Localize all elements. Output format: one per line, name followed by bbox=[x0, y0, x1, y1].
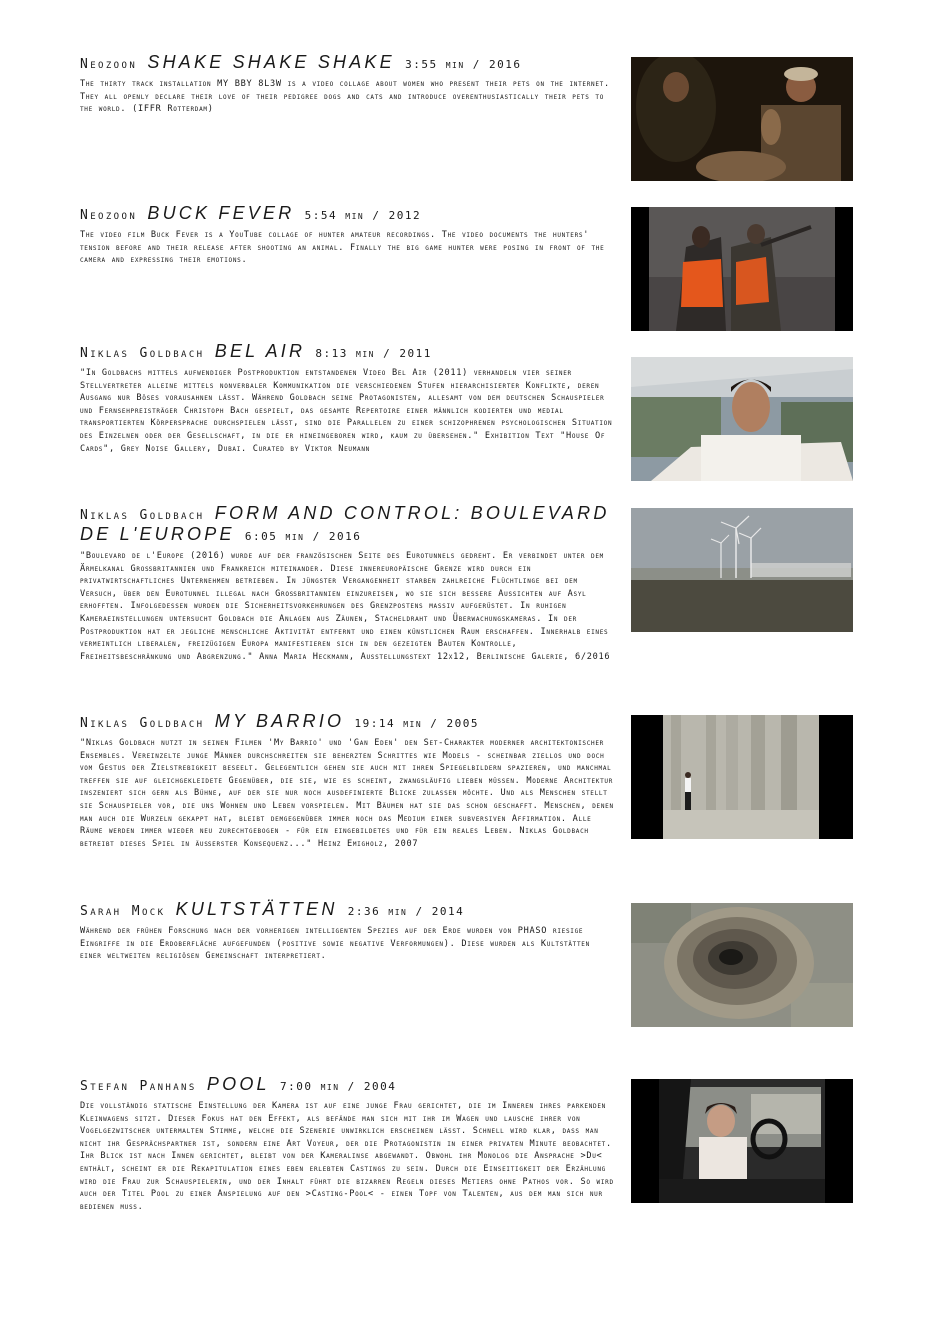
entry-kultstaetten bbox=[80, 900, 615, 963]
work-description: "Boulevard de l'Europe (2016) wurde auf der französischen Seite des Eurotunnels gedreht. Er verbindet unter dem Ärmelkanal Großbritannien und Frankreich miteinander. Diese innereuropäische Grenze wird durch ein privatwirtschaftliches Unternehmen betrieben. In jüngster Vergangenheit starben zahlreiche Flüchtlinge bei dem Versuch, über den Eurotunnel illegal nach Großbritannien einzureisen, wo sie sich bessere Aussichten auf Asyl erhofften. Infolgedessen wurden die Sicherheitsvorkehrungen des Grenzpostens massiv aufgerüstet. In ruhigen Kameraeinstellungen untersucht Goldbach die Anlagen aus Zäunen, Stacheldraht und Überwachungskameras. In der Postproduktion hat er jegliche menschliche Aktivität entfernt und einen künstlichen Raum erschaffen. Innerhalb eines vermeintlich liberalen, freizügigen Europa manifestieren sich in den gezeigten Bauten Kontrolle, Freiheitsbeschränkung und Abgrenzung." Anna Maria Heckmann, Ausstellungstext 12x12, Berlinische Galerie, 6/2016 bbox=[80, 551, 611, 662]
video-still-bel-air bbox=[631, 357, 853, 481]
work-description: The video film Buck Fever is a YouTube collage of hunter amateur recordings. The video documents the hunters' tension before and their release after shooting an animal. Finally the big game hunter were posing in front of the camera and expressing their emotions. bbox=[80, 230, 605, 266]
work-title: SHAKE SHAKE SHAKE bbox=[147, 52, 395, 72]
work-description: The thirty track installation MY BBY 8L3W is a video collage about women who present their pets on the internet. They all openly declare their love of their pedigree dogs and cats and introduce overenthusiastically their pets to the world. (IFFR Rotterdam) bbox=[80, 79, 610, 115]
entry-heading bbox=[80, 504, 615, 546]
video-still-buck-fever bbox=[631, 207, 853, 331]
artist-name: Sarah Mock bbox=[80, 904, 166, 919]
work-title: FORM AND CONTROL: BOULEVARD DE L'EUROPE bbox=[80, 503, 610, 544]
video-still-boulevard-de-leurope bbox=[631, 508, 853, 632]
entry-heading bbox=[80, 1075, 615, 1096]
entry-pool bbox=[80, 1075, 615, 1213]
artist-name: Niklas Goldbach bbox=[80, 716, 205, 731]
artist-name: Stefan Panhans bbox=[80, 1079, 197, 1094]
artist-name: Neozoon bbox=[80, 208, 138, 223]
work-title: POOL bbox=[206, 1074, 270, 1094]
work-title: BEL AIR bbox=[214, 341, 306, 361]
work-description: "In Goldbachs mittels aufwendiger Postproduktion entstandenen Video Bel Air (2011) verhandeln vier seiner Stellvertreter alleine mittels nonverbaler Kommunikation die verschiedenen Stufen hierarchisierter Konflikte, deren Ausgang nur Böses vorausahnen lässt. Während Goldbach seine Protagonisten, allesamt von dem deutschen Schauspieler und Fernsehpreisträger Christoph Bach gespielt, das gesamte Repertoire einer männlich kodierten und medial transportierten Körpersprache durchspielen lässt, sind die Parallelen zu einer schizophrenen psychologischen Situation des Einzelnen oder der Gesellschaft, in die er hineingeboren wird, kaum zu übersehen." Exhibition Text "House Of Cards", Grey Noise Gallery, Dubai. Curated by Viktor Neumann bbox=[80, 368, 613, 454]
entry-bel-air bbox=[80, 342, 615, 455]
video-still-my-barrio bbox=[631, 715, 853, 839]
entry-heading bbox=[80, 712, 615, 733]
entry-buck-fever bbox=[80, 204, 615, 267]
work-title: MY BARRIO bbox=[214, 711, 345, 731]
entry-heading bbox=[80, 53, 615, 74]
entry-shake-shake-shake bbox=[80, 53, 615, 116]
work-description: Während der frühen Forschung nach der vorherigen intelligenten Spezies auf der Erde wurden von PHASO riesige Eingriffe in die Erdoberfläche aufgefunden (positive sowie negative Verformungen). Diese wurden als Kultstätten einer weltweiten religiösen Gemeinschaft interpretiert. bbox=[80, 926, 590, 962]
work-title: BUCK FEVER bbox=[147, 203, 295, 223]
work-duration-year: 2:36 min / 2014 bbox=[347, 905, 465, 918]
entry-my-barrio bbox=[80, 712, 615, 850]
entry-boulevard-de-leurope bbox=[80, 504, 615, 663]
entry-heading bbox=[80, 204, 615, 225]
work-title: KULTSTÄTTEN bbox=[175, 899, 338, 919]
work-duration-year: 8:13 min / 2011 bbox=[315, 347, 432, 360]
video-still-kultstaetten bbox=[631, 903, 853, 1027]
artist-name: Niklas Goldbach bbox=[80, 346, 205, 361]
video-still-hunters-deer bbox=[631, 57, 853, 181]
entry-heading bbox=[80, 342, 615, 363]
entry-heading bbox=[80, 900, 615, 921]
artist-name: Neozoon bbox=[80, 57, 138, 72]
artist-name: Niklas Goldbach bbox=[80, 508, 205, 523]
work-duration-year: 3:55 min / 2016 bbox=[405, 58, 522, 71]
work-duration-year: 7:00 min / 2004 bbox=[279, 1080, 397, 1093]
video-still-pool bbox=[631, 1079, 853, 1203]
work-description: Die vollständig statische Einstellung der Kamera ist auf eine junge Frau gerichtet, die im Inneren ihres parkenden Kleinwagens sitzt. Dieser Fokus hat den Effekt, als befände man sich mit ihr im Wagen und lausche ihrer von Vogelgezwitscher untermalten Stimme, welche die Szenerie unwirklich erscheinen lässt. Schnell wird klar, dass man nicht ihr Gesprächspartner ist, sondern eine Art Voyeur, der die Protagonistin in einer privaten Minute beobachtet. Ihr Blick ist nach Innen gerichtet, bleibt von der Kameralinse abgewandt. Obwohl ihr Monolog die Ansprache >Du< enthält, scheint er die Rekapitulation eines eben erlebten Castings zu sein. Durch die Einseitigkeit der Erzählung wird die Frau zur Schauspielerin, und der Inhalt führt die bizarren Regeln dieses Metiers ohne Pathos vor. So wird auch der Titel Pool zu einer Anspielung auf den >Casting-Pool< - einen Topf von Talenten, aus dem man sich nur bedienen muss. bbox=[80, 1101, 614, 1212]
work-description: "Niklas Goldbach nutzt in seinen Filmen 'My Barrio' und 'Gan Eden' den Set-Charakter moderner architektonischer Ensembles. Vereinzelte junge Männer durchschreiten sie beherzten Schrittes wie Models - scheinbar ziellos und doch vom Gestus der Zielstrebigkeit beseelt. Gelegentlich gehen sie auch mit ihren Spiegelbildern spazieren, und manchmal treffen sie auf gleichgekleidete Gegenüber, die sie, wie es scheint, zwangsläufig lieben müssen. Moderne Architektur inszeniert sich gern als Bühne, auf der sie nur noch ausdefinierte Blicke zulassen möchte. Und als Menschen stellt sie Schauspieler vor, die uns Wohnen und Leben vorspielen. Mit Bäumen hat sie das schon geschafft. Menschen, denen man auch die Wurzeln gekappt hat, bleibt demgegenüber immer noch das Medium einer subversiven Affirmation. Alle Räume werden immer wieder neu zurechtgebogen - für ein eingebildetes und für ein reales Leben. Niklas Goldbach betreibt dieses Spiel in äußerster Konsequenz..." Heinz Emigholz, 2007 bbox=[80, 738, 614, 849]
work-duration-year: 5:54 min / 2012 bbox=[304, 209, 422, 222]
work-duration-year: 6:05 min / 2016 bbox=[244, 530, 362, 543]
work-duration-year: 19:14 min / 2005 bbox=[354, 717, 480, 730]
